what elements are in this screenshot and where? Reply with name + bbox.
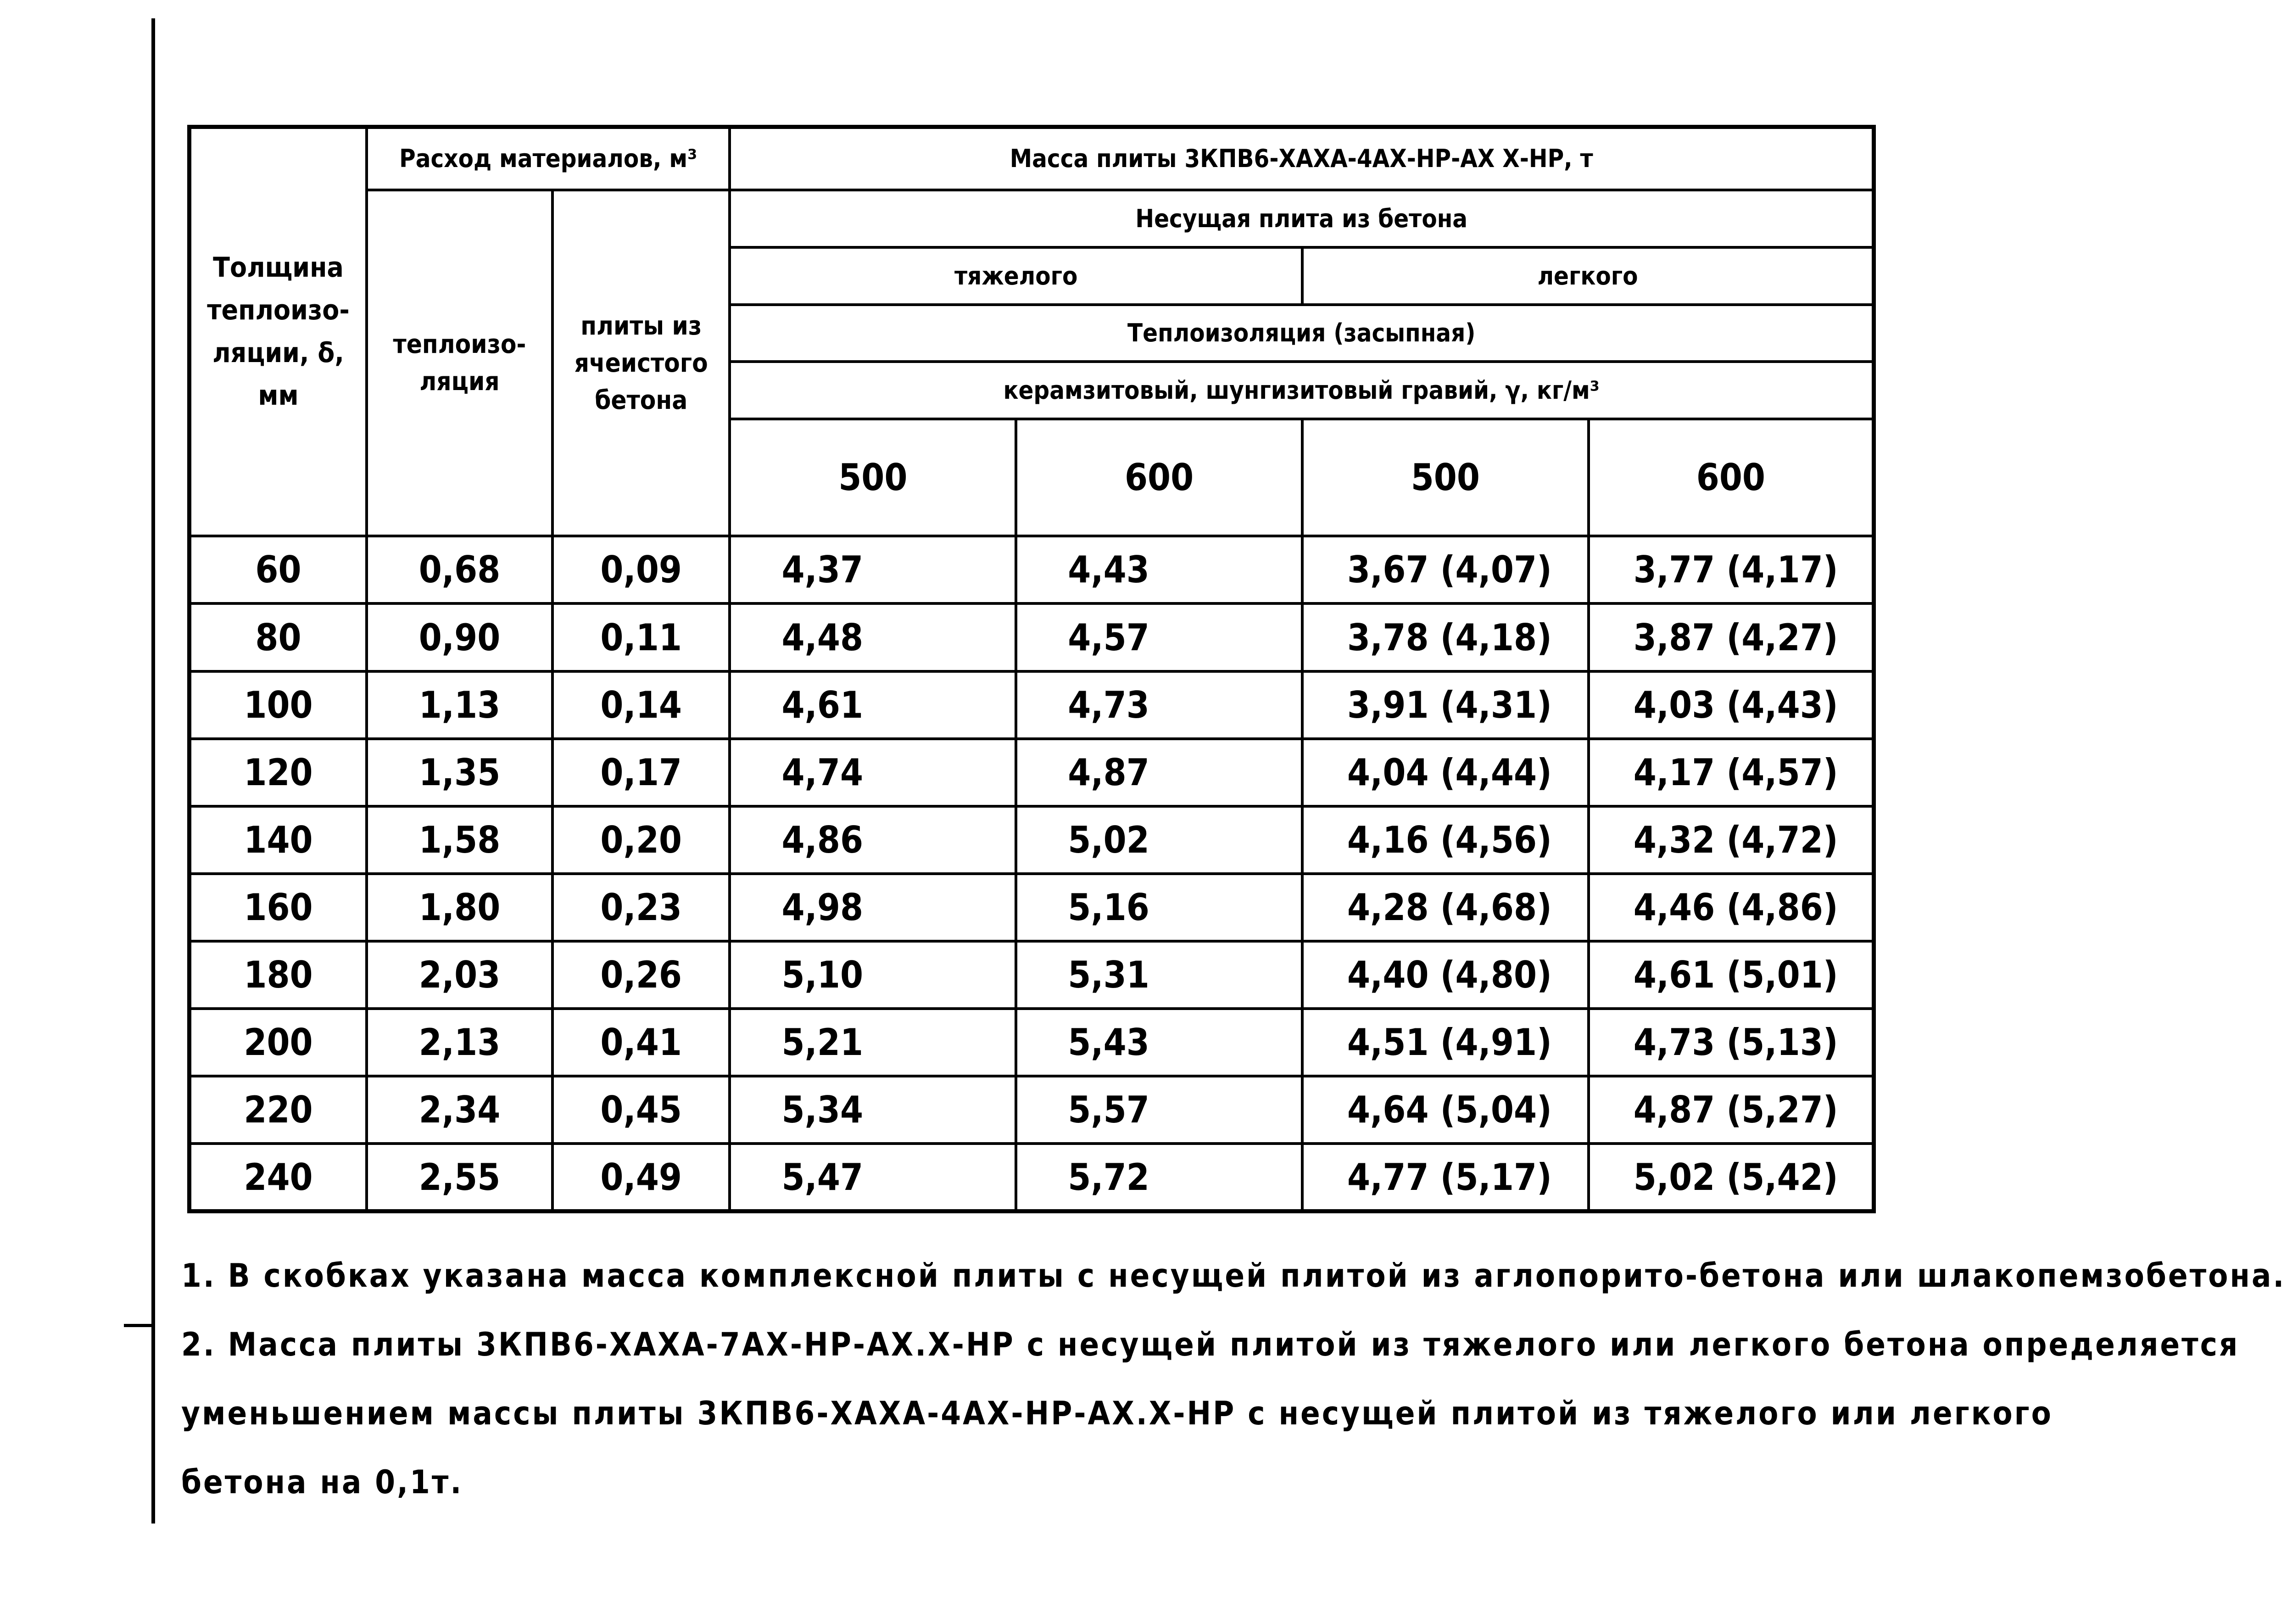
table-cell: 4,48 [730,603,1016,671]
header-density: 500 [1302,419,1589,536]
table-cell: 0,14 [552,671,730,739]
margin-line [151,18,155,1524]
table-cell: 0,23 [552,874,730,941]
table-cell: 4,74 [730,739,1016,806]
header-consumption: Расход материалов, м³ [367,127,730,190]
table-cell: 5,72 [1016,1144,1302,1211]
table-cell: 0,17 [552,739,730,806]
table-cell: 3,67 (4,07) [1302,536,1589,603]
table-cell: 4,16 (4,56) [1302,806,1589,874]
table-cell: 4,51 (4,91) [1302,1009,1589,1076]
table-cell: 220 [190,1076,367,1144]
header-insulation: Теплоизоляция (засыпная) [730,305,1874,362]
header-thickness: Толщина теплоизо-ляции, δ, мм [190,127,367,536]
table-cell: 0,41 [552,1009,730,1076]
table-cell: 1,58 [367,806,552,874]
table-cell: 4,77 (5,17) [1302,1144,1589,1211]
header-density: 600 [1589,419,1874,536]
table-cell: 4,04 (4,44) [1302,739,1589,806]
table-cell: 5,43 [1016,1009,1302,1076]
table-cell: 0,45 [552,1076,730,1144]
table-row [190,941,1874,1009]
table-row [190,671,1874,739]
note-2-end: бетона на 0,1т. [181,1463,463,1501]
table-cell: 5,21 [730,1009,1016,1076]
table-row [190,874,1874,941]
table-cell: 5,34 [730,1076,1016,1144]
table-cell: 0,09 [552,536,730,603]
table-row [190,806,1874,874]
table-row [190,739,1874,806]
table-cell: 2,34 [367,1076,552,1144]
table-cell: 5,57 [1016,1076,1302,1144]
table-row [190,1144,1874,1211]
table-cell: 4,87 (5,27) [1589,1076,1874,1144]
table-cell: 0,11 [552,603,730,671]
header-light: легкого [1302,247,1874,305]
margin-tick [124,1324,154,1327]
table-row [190,603,1874,671]
header-density: 600 [1016,419,1302,536]
table-cell: 4,73 [1016,671,1302,739]
table-cell: 4,17 (4,57) [1589,739,1874,806]
table-cell: 5,02 (5,42) [1589,1144,1874,1211]
table-cell: 5,10 [730,941,1016,1009]
table-cell: 60 [190,536,367,603]
header-cellular-col: плиты из ячеистого бетона [552,190,730,536]
table-cell: 5,31 [1016,941,1302,1009]
table-cell: 200 [190,1009,367,1076]
table-cell: 0,90 [367,603,552,671]
table-cell: 5,16 [1016,874,1302,941]
table-cell: 1,80 [367,874,552,941]
table-cell: 4,40 (4,80) [1302,941,1589,1009]
table-cell: 4,98 [730,874,1016,941]
header-density: 500 [730,419,1016,536]
table-cell: 4,43 [1016,536,1302,603]
table-cell: 4,03 (4,43) [1589,671,1874,739]
table-cell: 3,91 (4,31) [1302,671,1589,739]
table-cell: 160 [190,874,367,941]
notes [181,1241,2286,1517]
note-1: 1. В скобках указана масса комплексной плиты с несущей плитой из аглопорито-бетона или шлакопемзобетона. [181,1257,2286,1295]
table-cell: 4,61 [730,671,1016,739]
table-row [190,1076,1874,1144]
table-cell: 5,02 [1016,806,1302,874]
header-carrier: Несущая плита из бетона [730,190,1874,247]
table-cell: 140 [190,806,367,874]
header-insulation-col: теплоизо-ляция [367,190,552,536]
table-cell: 4,46 (4,86) [1589,874,1874,941]
table-cell: 0,20 [552,806,730,874]
table-cell: 180 [190,941,367,1009]
table-cell: 4,73 (5,13) [1589,1009,1874,1076]
table-cell: 4,28 (4,68) [1302,874,1589,941]
table-cell: 3,87 (4,27) [1589,603,1874,671]
header-heavy: тяжелого [730,247,1302,305]
table-cell: 4,86 [730,806,1016,874]
mass-table [187,125,1876,1213]
table-cell: 4,37 [730,536,1016,603]
table-cell: 4,64 (5,04) [1302,1076,1589,1144]
table-cell: 4,32 (4,72) [1589,806,1874,874]
table-cell: 240 [190,1144,367,1211]
table-cell: 2,55 [367,1144,552,1211]
table-cell: 3,77 (4,17) [1589,536,1874,603]
table-cell: 4,87 [1016,739,1302,806]
table-row [190,536,1874,603]
table-cell: 4,61 (5,01) [1589,941,1874,1009]
note-2-cont: уменьшением массы плиты 3КПВ6-ХАХА-4АХ-НР-АХ.Х-НР с несущей плитой из тяжелого или легкого [181,1395,2053,1432]
table-cell: 1,35 [367,739,552,806]
table-cell: 5,47 [730,1144,1016,1211]
header-mass-title: Масса плиты 3КПВ6-ХАХА-4АХ-НР-АХ Х-НР, т [730,127,1874,190]
table-row [190,1009,1874,1076]
table-cell: 80 [190,603,367,671]
table-cell: 2,13 [367,1009,552,1076]
table-cell: 2,03 [367,941,552,1009]
note-2: 2. Масса плиты 3КПВ6-ХАХА-7АХ-НР-АХ.Х-НР с несущей плитой из тяжелого или легкого бетона определяется [181,1326,2240,1363]
header-gravel: керамзитовый, шунгизитовый гравий, γ, кг/м³ [730,362,1874,419]
table-cell: 0,26 [552,941,730,1009]
table-cell: 120 [190,739,367,806]
table-cell: 0,49 [552,1144,730,1211]
table-cell: 0,68 [367,536,552,603]
table-cell: 3,78 (4,18) [1302,603,1589,671]
table-cell: 100 [190,671,367,739]
table-cell: 1,13 [367,671,552,739]
table-cell: 4,57 [1016,603,1302,671]
table-body [190,536,1874,1211]
